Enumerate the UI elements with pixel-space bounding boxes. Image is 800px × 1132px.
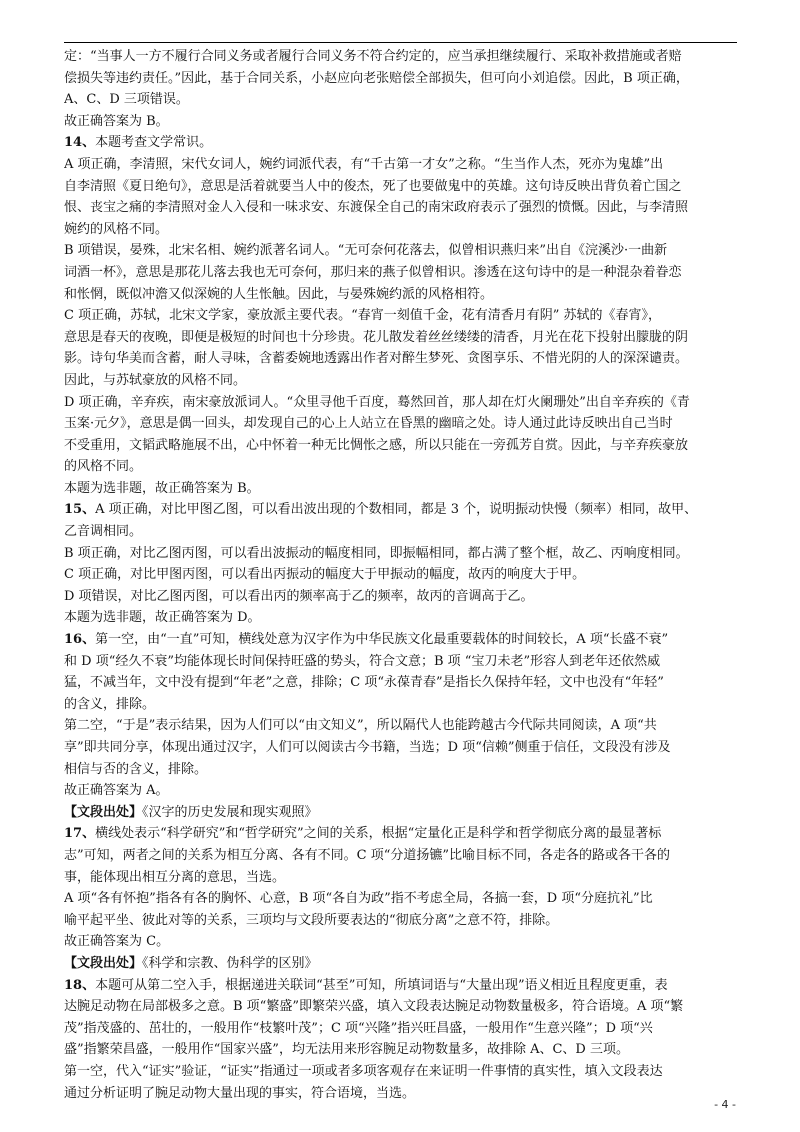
text-line bbox=[64, 888, 737, 910]
line-text: 故正确答案为 A。 bbox=[64, 783, 169, 799]
text-line bbox=[64, 284, 737, 306]
header-rule bbox=[64, 42, 737, 43]
line-text: 第二空，“于是”表示结果，因为人们可以“由文知义”，所以隔代人也能跨越古今代际共同阅读，A 项“共 bbox=[64, 718, 657, 734]
text-line bbox=[64, 543, 737, 565]
text-line bbox=[64, 586, 737, 608]
line-text: 《科学和宗教、伪科学的区别》 bbox=[142, 955, 318, 971]
text-line bbox=[64, 435, 737, 457]
line-text: 事，能体现出相互分离的意思，当选。 bbox=[64, 869, 286, 885]
text-line bbox=[64, 651, 737, 673]
text-line bbox=[64, 1083, 737, 1105]
line-text: 达腕足动物在局部极多之意。B 项“繁盛”即繁荣兴盛，填入文段表达腕足动物数量极多，符合语境。A 项“繁 bbox=[64, 999, 684, 1015]
text-line bbox=[64, 154, 737, 176]
text-line bbox=[64, 176, 737, 198]
line-text: 词酒一杯》，意思是那花儿落去我也无可奈何，那归来的燕子似曾相识。渗透在这句诗中的是一种混杂着眷恋 bbox=[64, 264, 682, 280]
line-text: 通过分析证明了腕足动物大量出现的事实，符合语境，当选。 bbox=[64, 1085, 416, 1101]
text-line bbox=[64, 305, 737, 327]
line-text: 茂”指茂盛的、茁壮的，一般用作“枝繁叶茂”；C 项“兴隆”指兴旺昌盛，一般用作“生意兴隆”；D 项“兴 bbox=[64, 1020, 653, 1036]
question-number: 17、 bbox=[64, 826, 96, 842]
text-line bbox=[64, 370, 737, 392]
line-text: 志”可知，两者之间的关系为相互分离、各有不同。C 项“分道扬镳”比喻目标不同，各走各的路或各干各的 bbox=[64, 847, 671, 863]
text-line bbox=[64, 478, 737, 500]
line-text: A、C、D 三项错误。 bbox=[64, 92, 189, 108]
line-text: 故正确答案为 B。 bbox=[64, 113, 169, 129]
text-line bbox=[64, 759, 737, 781]
question-number: 16、 bbox=[64, 632, 96, 648]
text-line bbox=[64, 802, 737, 824]
text-line bbox=[64, 1039, 737, 1061]
text-line bbox=[64, 68, 737, 90]
text-line bbox=[64, 996, 737, 1018]
question-number: 18、 bbox=[64, 977, 96, 993]
text-line bbox=[64, 499, 737, 521]
line-text: A 项正确，李清照，宋代女词人，婉约词派代表，有“千古第一才女”之称。“生当作人杰，死亦为鬼雄”出 bbox=[64, 156, 664, 172]
text-line bbox=[64, 46, 737, 68]
line-text: 自李清照《夏日绝句》，意思是活着就要当人中的俊杰，死了也要做鬼中的英雄。这句诗反映出背负着亡国之 bbox=[64, 178, 682, 194]
text-line bbox=[64, 737, 737, 759]
line-text: 影。诗句华美而含蓄，耐人寻味，含蓄委婉地透露出作者对醉生梦死、贪图享乐、不惜光阴的人的深深谴责。 bbox=[64, 351, 689, 367]
text-line bbox=[64, 564, 737, 586]
text-line bbox=[64, 456, 737, 478]
line-text: 的含义，排除。 bbox=[64, 696, 156, 712]
text-line bbox=[64, 219, 737, 241]
text-line bbox=[64, 715, 737, 737]
page-body bbox=[64, 46, 737, 1104]
text-line bbox=[64, 607, 737, 629]
line-text: 和 D 项“经久不衰”均能体现长时间保持旺盛的势头，符合文意；B 项 “宝刀未老”形容人到老年还依然威 bbox=[64, 653, 661, 669]
line-text: B 项正确，对比乙图丙图，可以看出波振动的幅度相同，即振幅相同，都占满了整个框，故乙、丙响度相同。 bbox=[64, 545, 689, 561]
line-text: 偿损失等违约责任。”因此，基于合同关系，小赵应向老张赔偿全部损失，但可向小刘追偿。因此，B 项正确， bbox=[64, 70, 689, 86]
text-line bbox=[64, 327, 737, 349]
text-line bbox=[64, 694, 737, 716]
line-text: C 项正确，苏轼，北宋文学家，豪放派主要代表。“春宵一刻值千金，花有清香月有阴” 苏轼的《春宵》， bbox=[64, 308, 662, 324]
text-line bbox=[64, 521, 737, 543]
text-line bbox=[64, 845, 737, 867]
text-line bbox=[64, 931, 737, 953]
text-line bbox=[64, 953, 737, 975]
line-text: A 项“各有怀抱”指各有各的胸怀、心意，B 项“各自为政”指不考虑全局，各搞一套，D 项“分庭抗礼”比 bbox=[64, 891, 653, 907]
line-text: 第一空，由“一直”可知，横线处意为汉字作为中华民族文化最重要载体的时间较长，A 项“长盛不衰” bbox=[95, 632, 669, 648]
source-label: 【文段出处】 bbox=[64, 955, 143, 971]
text-line bbox=[64, 348, 737, 370]
line-text: 第一空，代入“证实”验证，“证实”指通过一项或者多项客观存在来证明一件事情的真实性，填入文段表达 bbox=[64, 1063, 663, 1079]
line-text: 故正确答案为 C。 bbox=[64, 934, 170, 950]
text-line bbox=[64, 629, 737, 651]
line-text: D 项正确，辛弃疾，南宋豪放派词人。“众里寻他千百度，蓦然回首，那人却在灯火阑珊处”出自辛弃疾的《青 bbox=[64, 394, 690, 410]
text-line bbox=[64, 413, 737, 435]
line-text: 本题为选非题，故正确答案为 D。 bbox=[64, 610, 261, 626]
text-line bbox=[64, 111, 737, 133]
source-label: 【文段出处】 bbox=[64, 804, 143, 820]
line-text: A 项正确，对比甲图乙图，可以看出波出现的个数相同，都是 3 个，说明振动快慢（频率）相同，故甲、 bbox=[95, 502, 698, 518]
line-text: 玉案·元夕》，意思是偶一回头，却发现自己的心上人站立在昏黑的幽暗之处。诗人通过此诗反映出自己当时 bbox=[64, 416, 673, 432]
line-text: 本题可从第二空入手，根据递进关联词“甚至”可知，所填词语与“大量出现”语义相近且程度更重，表 bbox=[95, 977, 668, 993]
line-text: 享”即共同分享，体现出通过汉字，人们可以阅读古今书籍，当选；D 项“信赖”侧重于信任，文段没有涉及 bbox=[64, 740, 671, 755]
line-text: 横线处表示“科学研究”和“哲学研究”之间的关系，根据“定量化正是科学和哲学彻底分离的最显著标 bbox=[95, 826, 662, 842]
line-text: 的风格不同。 bbox=[64, 459, 143, 475]
line-text: 《汉字的历史发展和现实观照》 bbox=[142, 804, 318, 820]
line-text: 因此，与苏轼豪放的风格不同。 bbox=[64, 372, 247, 388]
text-line bbox=[64, 910, 737, 932]
line-text: 不受重用，文韬武略施展不出，心中怀着一种无比惆怅之感，所以只能在一旁孤芳自赏。因此，与辛弃疾豪放 bbox=[64, 437, 689, 453]
text-line bbox=[64, 975, 737, 997]
question-number: 14、 bbox=[64, 135, 96, 151]
text-line bbox=[64, 672, 737, 694]
line-text: B 项错误，晏殊，北宋名相、婉约派著名词人。“无可奈何花落去，似曾相识燕归来”出自《浣溪沙·一曲新 bbox=[64, 243, 668, 259]
line-text: 乙音调相同。 bbox=[64, 524, 143, 540]
line-text: 喻平起平坐、彼此对等的关系，三项均与文段所要表达的“彻底分离”之意不符，排除。 bbox=[64, 912, 559, 928]
text-line bbox=[64, 262, 737, 284]
text-line bbox=[64, 132, 737, 154]
text-line bbox=[64, 89, 737, 111]
text-line bbox=[64, 867, 737, 889]
text-line bbox=[64, 240, 737, 262]
question-number: 15、 bbox=[64, 502, 96, 518]
text-line bbox=[64, 823, 737, 845]
line-text: 婉约的风格不同。 bbox=[64, 221, 169, 237]
line-text: C 项正确，对比甲图丙图，可以看出丙振动的幅度大于甲振动的幅度，故丙的响度大于甲。 bbox=[64, 567, 586, 583]
page-number: - 4 - bbox=[714, 1098, 736, 1111]
line-text: 相信与否的含义，排除。 bbox=[64, 761, 208, 777]
text-line bbox=[64, 780, 737, 802]
line-text: 意思是春天的夜晚，即便是极短的时间也十分珍贵。花儿散发着丝丝缕缕的清香，月光在花下投射出朦胧的阴 bbox=[64, 329, 689, 345]
text-line bbox=[64, 392, 737, 414]
text-line bbox=[64, 197, 737, 219]
line-text: 恨、丧宝之痛的李清照对金人入侵和一味求安、东渡保全自己的南宋政府表示了强烈的愤慨。因此，与李清照 bbox=[64, 200, 689, 216]
line-text: 定：“当事人一方不履行合同义务或者履行合同义务不符合约定的，应当承担继续履行、采取补救措施或者赔 bbox=[64, 49, 682, 64]
text-line bbox=[64, 1018, 737, 1040]
line-text: 猛，不减当年，文中没有提到“年老”之意，排除；C 项“永葆青春”是指长久保持年轻，文中也没有“年轻” bbox=[64, 675, 664, 691]
line-text: 本题考查文学常识。 bbox=[95, 135, 213, 151]
line-text: 本题为选非题，故正确答案为 B。 bbox=[64, 480, 260, 496]
line-text: 和怅惘，既似冲澹又似深婉的人生怅触。因此，与晏殊婉约派的风格相符。 bbox=[64, 286, 494, 302]
text-line bbox=[64, 1061, 737, 1083]
line-text: D 项错误，对比乙图丙图，可以看出丙的频率高于乙的频率，故丙的音调高于乙。 bbox=[64, 588, 534, 604]
line-text: 盛”指繁荣昌盛，一般用作“国家兴盛”，均无法用来形容腕足动物数量多，故排除 A、C、D 三项。 bbox=[64, 1042, 629, 1058]
